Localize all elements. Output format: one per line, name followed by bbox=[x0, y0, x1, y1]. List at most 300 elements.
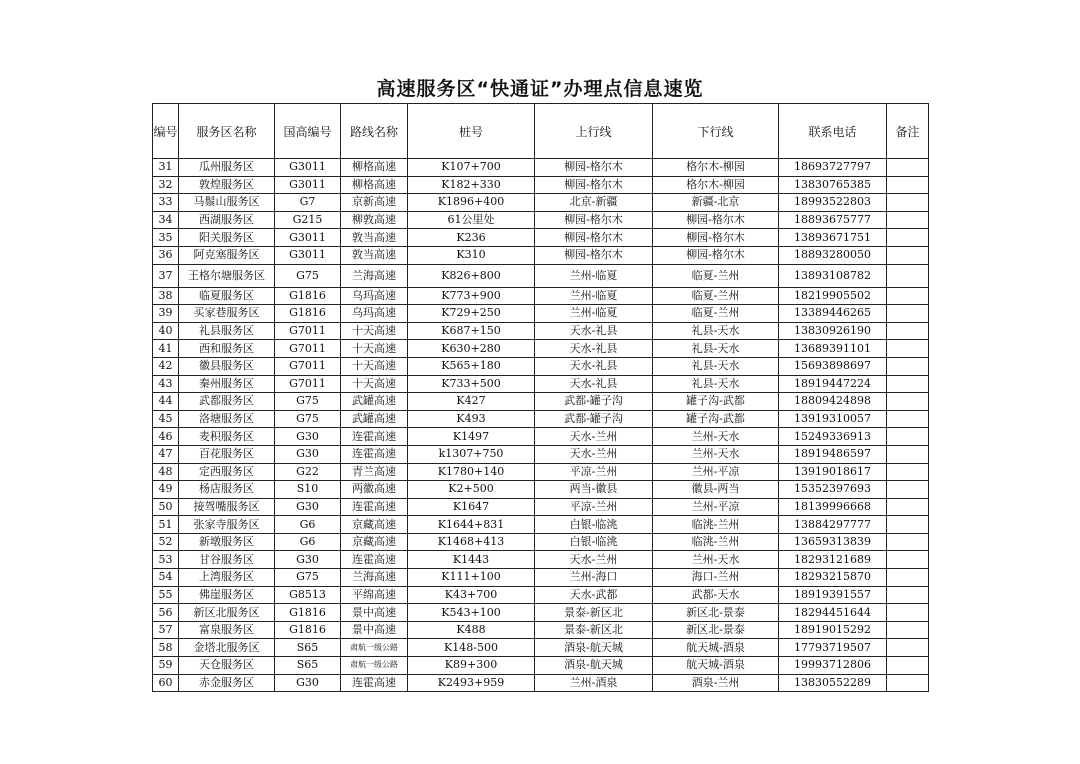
table-row bbox=[153, 229, 929, 247]
header-col-remarks: 备注 bbox=[887, 104, 929, 159]
cell-col-stake-number: K729+250 bbox=[408, 305, 535, 323]
cell-col-upbound: 平凉-兰州 bbox=[535, 498, 653, 516]
cell-col-highway-code: S65 bbox=[275, 657, 341, 675]
page-title: 高速服务区“快通证”办理点信息速览 bbox=[376, 78, 704, 100]
cell-col-remarks bbox=[887, 229, 929, 247]
table-row bbox=[153, 551, 929, 569]
cell-col-upbound: 北京-新疆 bbox=[535, 194, 653, 212]
cell-col-highway-code: G7011 bbox=[275, 375, 341, 393]
cell-col-service-area-name: 新区北服务区 bbox=[179, 604, 275, 622]
cell-col-service-area-name: 阿克塞服务区 bbox=[179, 246, 275, 264]
cell-col-highway-code: G30 bbox=[275, 498, 341, 516]
cell-col-service-area-name: 西湖服务区 bbox=[179, 211, 275, 229]
table-row bbox=[153, 463, 929, 481]
cell-col-remarks bbox=[887, 410, 929, 428]
cell-col-number: 35 bbox=[153, 229, 179, 247]
header-col-number: 编号 bbox=[153, 104, 179, 159]
cell-col-downbound: 罐子沟-武都 bbox=[653, 410, 779, 428]
table-row bbox=[153, 481, 929, 499]
cell-col-service-area-name: 王格尔塘服务区 bbox=[179, 264, 275, 287]
cell-col-downbound: 兰州-平凉 bbox=[653, 463, 779, 481]
cell-col-upbound: 天水-武都 bbox=[535, 586, 653, 604]
cell-col-phone: 13689391101 bbox=[779, 340, 887, 358]
cell-col-number: 34 bbox=[153, 211, 179, 229]
cell-col-number: 49 bbox=[153, 481, 179, 499]
table-row bbox=[153, 194, 929, 212]
cell-col-remarks bbox=[887, 305, 929, 323]
cell-col-remarks bbox=[887, 194, 929, 212]
cell-col-downbound: 新疆-北京 bbox=[653, 194, 779, 212]
cell-col-downbound: 兰州-天水 bbox=[653, 428, 779, 446]
cell-col-route-name: 连霍高速 bbox=[341, 428, 408, 446]
cell-col-upbound: 兰州-临夏 bbox=[535, 264, 653, 287]
cell-col-service-area-name: 买家巷服务区 bbox=[179, 305, 275, 323]
cell-col-phone: 18219905502 bbox=[779, 287, 887, 305]
table-row bbox=[153, 287, 929, 305]
cell-col-highway-code: G1816 bbox=[275, 287, 341, 305]
cell-col-stake-number: K1644+831 bbox=[408, 516, 535, 534]
cell-col-highway-code: G6 bbox=[275, 516, 341, 534]
cell-col-service-area-name: 新墩服务区 bbox=[179, 533, 275, 551]
cell-col-remarks bbox=[887, 264, 929, 287]
cell-col-remarks bbox=[887, 176, 929, 194]
cell-col-number: 39 bbox=[153, 305, 179, 323]
cell-col-number: 58 bbox=[153, 639, 179, 657]
cell-col-upbound: 天水-兰州 bbox=[535, 551, 653, 569]
cell-col-service-area-name: 武都服务区 bbox=[179, 393, 275, 411]
cell-col-highway-code: S10 bbox=[275, 481, 341, 499]
cell-col-upbound: 白银-临洮 bbox=[535, 533, 653, 551]
cell-col-upbound: 景泰-新区北 bbox=[535, 604, 653, 622]
cell-col-route-name: 连霍高速 bbox=[341, 674, 408, 692]
cell-col-stake-number: K1647 bbox=[408, 498, 535, 516]
cell-col-stake-number: K43+700 bbox=[408, 586, 535, 604]
cell-col-service-area-name: 上湾服务区 bbox=[179, 569, 275, 587]
cell-col-service-area-name: 天仓服务区 bbox=[179, 657, 275, 675]
cell-col-phone: 13830926190 bbox=[779, 322, 887, 340]
cell-col-phone: 13893108782 bbox=[779, 264, 887, 287]
cell-col-route-name: 柳格高速 bbox=[341, 159, 408, 177]
cell-col-service-area-name: 杨店服务区 bbox=[179, 481, 275, 499]
cell-col-service-area-name: 百花服务区 bbox=[179, 445, 275, 463]
cell-col-service-area-name: 秦州服务区 bbox=[179, 375, 275, 393]
cell-col-downbound: 兰州-平凉 bbox=[653, 498, 779, 516]
cell-col-phone: 13389446265 bbox=[779, 305, 887, 323]
cell-col-number: 55 bbox=[153, 586, 179, 604]
cell-col-route-name: 乌玛高速 bbox=[341, 287, 408, 305]
cell-col-upbound: 兰州-临夏 bbox=[535, 305, 653, 323]
cell-col-phone: 15249336913 bbox=[779, 428, 887, 446]
cell-col-upbound: 景泰-新区北 bbox=[535, 621, 653, 639]
cell-col-route-name: 连霍高速 bbox=[341, 445, 408, 463]
cell-col-phone: 18919391557 bbox=[779, 586, 887, 604]
cell-col-downbound: 柳园-格尔木 bbox=[653, 211, 779, 229]
cell-col-downbound: 航天城-酒泉 bbox=[653, 639, 779, 657]
table-row bbox=[153, 569, 929, 587]
table-row bbox=[153, 393, 929, 411]
cell-col-stake-number: K310 bbox=[408, 246, 535, 264]
cell-col-highway-code: G215 bbox=[275, 211, 341, 229]
cell-col-number: 33 bbox=[153, 194, 179, 212]
cell-col-downbound: 海口-兰州 bbox=[653, 569, 779, 587]
cell-col-phone: 18919447224 bbox=[779, 375, 887, 393]
cell-col-downbound: 临夏-兰州 bbox=[653, 264, 779, 287]
cell-col-route-name: 十天高速 bbox=[341, 340, 408, 358]
cell-col-number: 53 bbox=[153, 551, 179, 569]
cell-col-downbound: 新区北-景泰 bbox=[653, 604, 779, 622]
cell-col-upbound: 白银-临洮 bbox=[535, 516, 653, 534]
cell-col-service-area-name: 瓜州服务区 bbox=[179, 159, 275, 177]
cell-col-phone: 18893280050 bbox=[779, 246, 887, 264]
cell-col-service-area-name: 阳关服务区 bbox=[179, 229, 275, 247]
table-row bbox=[153, 305, 929, 323]
cell-col-number: 57 bbox=[153, 621, 179, 639]
table-row bbox=[153, 604, 929, 622]
cell-col-service-area-name: 礼县服务区 bbox=[179, 322, 275, 340]
cell-col-route-name: 京新高速 bbox=[341, 194, 408, 212]
cell-col-service-area-name: 富泉服务区 bbox=[179, 621, 275, 639]
cell-col-service-area-name: 接驾嘴服务区 bbox=[179, 498, 275, 516]
cell-col-service-area-name: 洛塘服务区 bbox=[179, 410, 275, 428]
cell-col-downbound: 兰州-天水 bbox=[653, 445, 779, 463]
table-row bbox=[153, 340, 929, 358]
cell-col-route-name: 乌玛高速 bbox=[341, 305, 408, 323]
table-row bbox=[153, 639, 929, 657]
cell-col-upbound: 天水-礼县 bbox=[535, 357, 653, 375]
cell-col-route-name: 肃航一级公路 bbox=[341, 657, 408, 675]
table-row bbox=[153, 375, 929, 393]
cell-col-route-name: 十天高速 bbox=[341, 375, 408, 393]
cell-col-remarks bbox=[887, 639, 929, 657]
cell-col-phone: 18293121689 bbox=[779, 551, 887, 569]
cell-col-highway-code: G3011 bbox=[275, 229, 341, 247]
header-col-downbound: 下行线 bbox=[653, 104, 779, 159]
cell-col-phone: 13830552289 bbox=[779, 674, 887, 692]
cell-col-number: 40 bbox=[153, 322, 179, 340]
cell-col-highway-code: G22 bbox=[275, 463, 341, 481]
cell-col-downbound: 格尔木-柳园 bbox=[653, 159, 779, 177]
cell-col-stake-number: K488 bbox=[408, 621, 535, 639]
cell-col-phone: 15693898697 bbox=[779, 357, 887, 375]
cell-col-number: 48 bbox=[153, 463, 179, 481]
cell-col-remarks bbox=[887, 159, 929, 177]
cell-col-downbound: 酒泉-兰州 bbox=[653, 674, 779, 692]
cell-col-number: 60 bbox=[153, 674, 179, 692]
cell-col-highway-code: G75 bbox=[275, 410, 341, 428]
cell-col-upbound: 柳园-格尔木 bbox=[535, 176, 653, 194]
cell-col-number: 59 bbox=[153, 657, 179, 675]
cell-col-highway-code: G30 bbox=[275, 674, 341, 692]
cell-col-highway-code: G3011 bbox=[275, 176, 341, 194]
cell-col-remarks bbox=[887, 533, 929, 551]
cell-col-phone: 18919015292 bbox=[779, 621, 887, 639]
cell-col-upbound: 武都-罐子沟 bbox=[535, 410, 653, 428]
cell-col-downbound: 礼县-天水 bbox=[653, 340, 779, 358]
cell-col-highway-code: G30 bbox=[275, 551, 341, 569]
cell-col-downbound: 航天城-酒泉 bbox=[653, 657, 779, 675]
cell-col-number: 42 bbox=[153, 357, 179, 375]
cell-col-phone: 18919486597 bbox=[779, 445, 887, 463]
cell-col-highway-code: G1816 bbox=[275, 604, 341, 622]
cell-col-phone: 13919310057 bbox=[779, 410, 887, 428]
cell-col-stake-number: K1468+413 bbox=[408, 533, 535, 551]
cell-col-route-name: 景中高速 bbox=[341, 621, 408, 639]
cell-col-highway-code: G75 bbox=[275, 569, 341, 587]
cell-col-remarks bbox=[887, 621, 929, 639]
table-header-row bbox=[153, 104, 929, 159]
cell-col-stake-number: K565+180 bbox=[408, 357, 535, 375]
cell-col-route-name: 柳敦高速 bbox=[341, 211, 408, 229]
table-row bbox=[153, 428, 929, 446]
cell-col-number: 56 bbox=[153, 604, 179, 622]
cell-col-upbound: 天水-礼县 bbox=[535, 375, 653, 393]
cell-col-service-area-name: 张家寺服务区 bbox=[179, 516, 275, 534]
cell-col-service-area-name: 甘谷服务区 bbox=[179, 551, 275, 569]
cell-col-remarks bbox=[887, 551, 929, 569]
cell-col-service-area-name: 敦煌服务区 bbox=[179, 176, 275, 194]
cell-col-route-name: 兰海高速 bbox=[341, 264, 408, 287]
cell-col-downbound: 格尔木-柳园 bbox=[653, 176, 779, 194]
service-area-table bbox=[152, 103, 929, 692]
cell-col-downbound: 罐子沟-武都 bbox=[653, 393, 779, 411]
cell-col-remarks bbox=[887, 445, 929, 463]
cell-col-stake-number: K182+330 bbox=[408, 176, 535, 194]
cell-col-upbound: 柳园-格尔木 bbox=[535, 246, 653, 264]
cell-col-number: 32 bbox=[153, 176, 179, 194]
cell-col-stake-number: 61公里处 bbox=[408, 211, 535, 229]
table-row bbox=[153, 621, 929, 639]
cell-col-phone: 18809424898 bbox=[779, 393, 887, 411]
cell-col-route-name: 兰海高速 bbox=[341, 569, 408, 587]
cell-col-stake-number: K1896+400 bbox=[408, 194, 535, 212]
cell-col-upbound: 天水-礼县 bbox=[535, 322, 653, 340]
table-row bbox=[153, 159, 929, 177]
cell-col-highway-code: S65 bbox=[275, 639, 341, 657]
cell-col-phone: 13830765385 bbox=[779, 176, 887, 194]
header-col-phone: 联系电话 bbox=[779, 104, 887, 159]
cell-col-route-name: 景中高速 bbox=[341, 604, 408, 622]
cell-col-number: 44 bbox=[153, 393, 179, 411]
cell-col-remarks bbox=[887, 246, 929, 264]
cell-col-number: 31 bbox=[153, 159, 179, 177]
cell-col-downbound: 礼县-天水 bbox=[653, 322, 779, 340]
cell-col-route-name: 柳格高速 bbox=[341, 176, 408, 194]
cell-col-route-name: 肃航一级公路 bbox=[341, 639, 408, 657]
cell-col-phone: 13893671751 bbox=[779, 229, 887, 247]
cell-col-remarks bbox=[887, 586, 929, 604]
cell-col-route-name: 武罐高速 bbox=[341, 393, 408, 411]
cell-col-downbound: 临夏-兰州 bbox=[653, 305, 779, 323]
cell-col-upbound: 兰州-临夏 bbox=[535, 287, 653, 305]
cell-col-route-name: 十天高速 bbox=[341, 322, 408, 340]
cell-col-upbound: 平凉-兰州 bbox=[535, 463, 653, 481]
cell-col-remarks bbox=[887, 674, 929, 692]
cell-col-upbound: 柳园-格尔木 bbox=[535, 159, 653, 177]
cell-col-stake-number: K493 bbox=[408, 410, 535, 428]
cell-col-remarks bbox=[887, 357, 929, 375]
cell-col-remarks bbox=[887, 322, 929, 340]
cell-col-upbound: 柳园-格尔木 bbox=[535, 229, 653, 247]
cell-col-highway-code: G6 bbox=[275, 533, 341, 551]
cell-col-highway-code: G7 bbox=[275, 194, 341, 212]
cell-col-stake-number: K687+150 bbox=[408, 322, 535, 340]
cell-col-number: 46 bbox=[153, 428, 179, 446]
cell-col-downbound: 新区北-景泰 bbox=[653, 621, 779, 639]
cell-col-number: 36 bbox=[153, 246, 179, 264]
cell-col-highway-code: G1816 bbox=[275, 621, 341, 639]
table-row bbox=[153, 445, 929, 463]
cell-col-service-area-name: 临夏服务区 bbox=[179, 287, 275, 305]
table-row bbox=[153, 410, 929, 428]
table-row bbox=[153, 533, 929, 551]
cell-col-remarks bbox=[887, 375, 929, 393]
cell-col-number: 52 bbox=[153, 533, 179, 551]
cell-col-number: 45 bbox=[153, 410, 179, 428]
cell-col-highway-code: G75 bbox=[275, 393, 341, 411]
cell-col-phone: 19993712806 bbox=[779, 657, 887, 675]
cell-col-route-name: 武罐高速 bbox=[341, 410, 408, 428]
cell-col-phone: 13659313839 bbox=[779, 533, 887, 551]
cell-col-phone: 18139996668 bbox=[779, 498, 887, 516]
cell-col-phone: 18993522803 bbox=[779, 194, 887, 212]
cell-col-number: 51 bbox=[153, 516, 179, 534]
cell-col-upbound: 兰州-海口 bbox=[535, 569, 653, 587]
table-row bbox=[153, 211, 929, 229]
cell-col-stake-number: K543+100 bbox=[408, 604, 535, 622]
cell-col-downbound: 武都-天水 bbox=[653, 586, 779, 604]
cell-col-route-name: 两徽高速 bbox=[341, 481, 408, 499]
cell-col-stake-number: K773+900 bbox=[408, 287, 535, 305]
cell-col-stake-number: K107+700 bbox=[408, 159, 535, 177]
cell-col-stake-number: K630+280 bbox=[408, 340, 535, 358]
cell-col-upbound: 兰州-酒泉 bbox=[535, 674, 653, 692]
cell-col-highway-code: G7011 bbox=[275, 322, 341, 340]
table-row bbox=[153, 322, 929, 340]
cell-col-stake-number: K236 bbox=[408, 229, 535, 247]
table-row bbox=[153, 498, 929, 516]
cell-col-service-area-name: 佛崖服务区 bbox=[179, 586, 275, 604]
cell-col-phone: 18893675777 bbox=[779, 211, 887, 229]
table-row bbox=[153, 657, 929, 675]
cell-col-route-name: 京藏高速 bbox=[341, 533, 408, 551]
cell-col-highway-code: G8513 bbox=[275, 586, 341, 604]
cell-col-route-name: 连霍高速 bbox=[341, 498, 408, 516]
cell-col-highway-code: G7011 bbox=[275, 340, 341, 358]
header-col-stake-number: 桩号 bbox=[408, 104, 535, 159]
cell-col-number: 54 bbox=[153, 569, 179, 587]
cell-col-remarks bbox=[887, 657, 929, 675]
cell-col-remarks bbox=[887, 340, 929, 358]
cell-col-remarks bbox=[887, 463, 929, 481]
cell-col-downbound: 临夏-兰州 bbox=[653, 287, 779, 305]
cell-col-stake-number: K733+500 bbox=[408, 375, 535, 393]
cell-col-number: 50 bbox=[153, 498, 179, 516]
cell-col-upbound: 柳园-格尔木 bbox=[535, 211, 653, 229]
cell-col-service-area-name: 赤金服务区 bbox=[179, 674, 275, 692]
cell-col-remarks bbox=[887, 287, 929, 305]
cell-col-remarks bbox=[887, 498, 929, 516]
cell-col-number: 47 bbox=[153, 445, 179, 463]
table-row bbox=[153, 264, 929, 287]
cell-col-upbound: 酒泉-航天城 bbox=[535, 657, 653, 675]
cell-col-upbound: 酒泉-航天城 bbox=[535, 639, 653, 657]
cell-col-highway-code: G7011 bbox=[275, 357, 341, 375]
cell-col-remarks bbox=[887, 428, 929, 446]
cell-col-remarks bbox=[887, 516, 929, 534]
cell-col-downbound: 徽县-两当 bbox=[653, 481, 779, 499]
cell-col-route-name: 青兰高速 bbox=[341, 463, 408, 481]
cell-col-phone: 17793719507 bbox=[779, 639, 887, 657]
cell-col-stake-number: K826+800 bbox=[408, 264, 535, 287]
cell-col-upbound: 天水-兰州 bbox=[535, 428, 653, 446]
table-row bbox=[153, 246, 929, 264]
cell-col-upbound: 天水-礼县 bbox=[535, 340, 653, 358]
cell-col-highway-code: G30 bbox=[275, 445, 341, 463]
table-body bbox=[153, 159, 929, 692]
cell-col-stake-number: K2493+959 bbox=[408, 674, 535, 692]
cell-col-upbound: 两当-徽县 bbox=[535, 481, 653, 499]
cell-col-phone: 15352397693 bbox=[779, 481, 887, 499]
cell-col-upbound: 武都-罐子沟 bbox=[535, 393, 653, 411]
cell-col-route-name: 平绵高速 bbox=[341, 586, 408, 604]
cell-col-stake-number: K1443 bbox=[408, 551, 535, 569]
cell-col-downbound: 礼县-天水 bbox=[653, 357, 779, 375]
cell-col-stake-number: K111+100 bbox=[408, 569, 535, 587]
cell-col-downbound: 兰州-天水 bbox=[653, 551, 779, 569]
cell-col-highway-code: G75 bbox=[275, 264, 341, 287]
cell-col-downbound: 礼县-天水 bbox=[653, 375, 779, 393]
table-row bbox=[153, 516, 929, 534]
cell-col-downbound: 柳园-格尔木 bbox=[653, 246, 779, 264]
cell-col-phone: 13884297777 bbox=[779, 516, 887, 534]
cell-col-stake-number: K148-500 bbox=[408, 639, 535, 657]
cell-col-remarks bbox=[887, 604, 929, 622]
cell-col-remarks bbox=[887, 211, 929, 229]
cell-col-service-area-name: 西和服务区 bbox=[179, 340, 275, 358]
header-col-service-area-name: 服务区名称 bbox=[179, 104, 275, 159]
cell-col-downbound: 临洮-兰州 bbox=[653, 516, 779, 534]
cell-col-downbound: 临洮-兰州 bbox=[653, 533, 779, 551]
cell-col-remarks bbox=[887, 393, 929, 411]
cell-col-stake-number: K1497 bbox=[408, 428, 535, 446]
header-col-upbound: 上行线 bbox=[535, 104, 653, 159]
cell-col-service-area-name: 麦积服务区 bbox=[179, 428, 275, 446]
cell-col-highway-code: G30 bbox=[275, 428, 341, 446]
cell-col-number: 41 bbox=[153, 340, 179, 358]
table-row bbox=[153, 176, 929, 194]
cell-col-remarks bbox=[887, 481, 929, 499]
cell-col-service-area-name: 徽县服务区 bbox=[179, 357, 275, 375]
cell-col-downbound: 柳园-格尔木 bbox=[653, 229, 779, 247]
cell-col-phone: 18693727797 bbox=[779, 159, 887, 177]
cell-col-stake-number: K427 bbox=[408, 393, 535, 411]
cell-col-route-name: 敦当高速 bbox=[341, 246, 408, 264]
table-row bbox=[153, 674, 929, 692]
cell-col-route-name: 敦当高速 bbox=[341, 229, 408, 247]
cell-col-stake-number: K1780+140 bbox=[408, 463, 535, 481]
cell-col-phone: 13919018617 bbox=[779, 463, 887, 481]
cell-col-stake-number: k1307+750 bbox=[408, 445, 535, 463]
cell-col-service-area-name: 定西服务区 bbox=[179, 463, 275, 481]
table-row bbox=[153, 357, 929, 375]
cell-col-phone: 18294451644 bbox=[779, 604, 887, 622]
cell-col-number: 43 bbox=[153, 375, 179, 393]
cell-col-highway-code: G1816 bbox=[275, 305, 341, 323]
cell-col-highway-code: G3011 bbox=[275, 246, 341, 264]
cell-col-stake-number: K2+500 bbox=[408, 481, 535, 499]
cell-col-remarks bbox=[887, 569, 929, 587]
cell-col-number: 38 bbox=[153, 287, 179, 305]
